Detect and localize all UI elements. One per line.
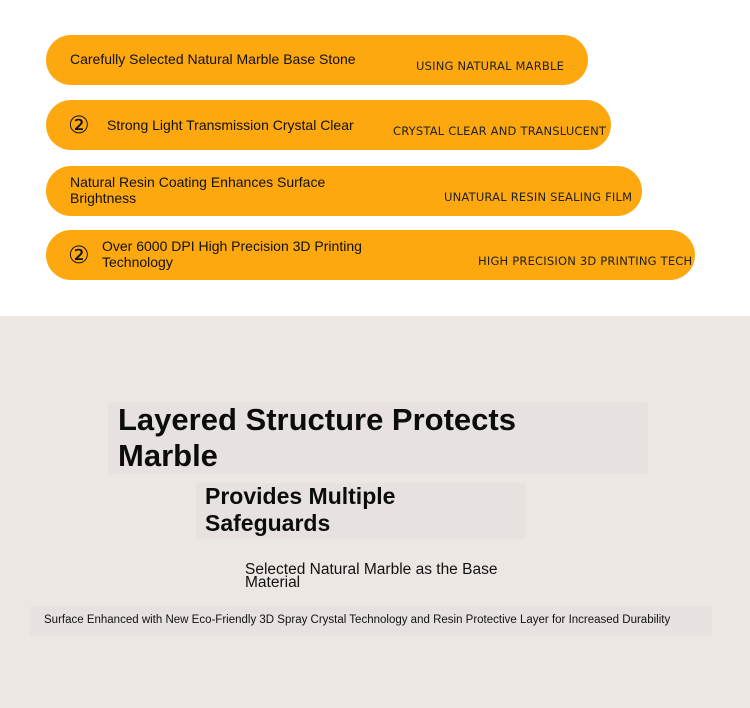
section-heading: Layered Structure Protects Marble: [118, 402, 516, 473]
feature-tag: USING NATURAL MARBLE: [416, 59, 565, 73]
feature-pill-crystal-clear: [46, 100, 611, 150]
feature-tag: UNATURAL RESIN SEALING FILM: [444, 190, 633, 204]
feature-pill-resin-coating: [46, 166, 642, 216]
features-panel: [0, 0, 750, 316]
feature-tag: CRYSTAL CLEAR AND TRANSLUCENT: [393, 124, 607, 138]
layered-structure-section: [0, 316, 750, 708]
feature-tag: HIGH PRECISION 3D PRINTING TECH: [478, 254, 693, 268]
circled-two-icon: ②: [68, 111, 90, 139]
section-description: Surface Enhanced with New Eco-Friendly 3D Spray Crystal Technology and Resin Protective Layer for Increased Durability: [44, 614, 671, 626]
feature-title: Over 6000 DPI High Precision 3D Printing Technology: [102, 238, 362, 270]
circled-two-icon: ②: [68, 241, 90, 269]
base-material-label: Selected Natural Marble as the Base Material: [245, 561, 498, 591]
section-subheading: Provides Multiple Safeguards: [205, 483, 396, 536]
feature-pill-3d-printing: [46, 230, 695, 280]
feature-title: Carefully Selected Natural Marble Base Stone: [70, 51, 356, 67]
feature-title: Natural Resin Coating Enhances Surface Brightness: [70, 174, 326, 206]
feature-pill-natural-marble: [46, 35, 588, 85]
feature-title: Strong Light Transmission Crystal Clear: [107, 117, 354, 133]
